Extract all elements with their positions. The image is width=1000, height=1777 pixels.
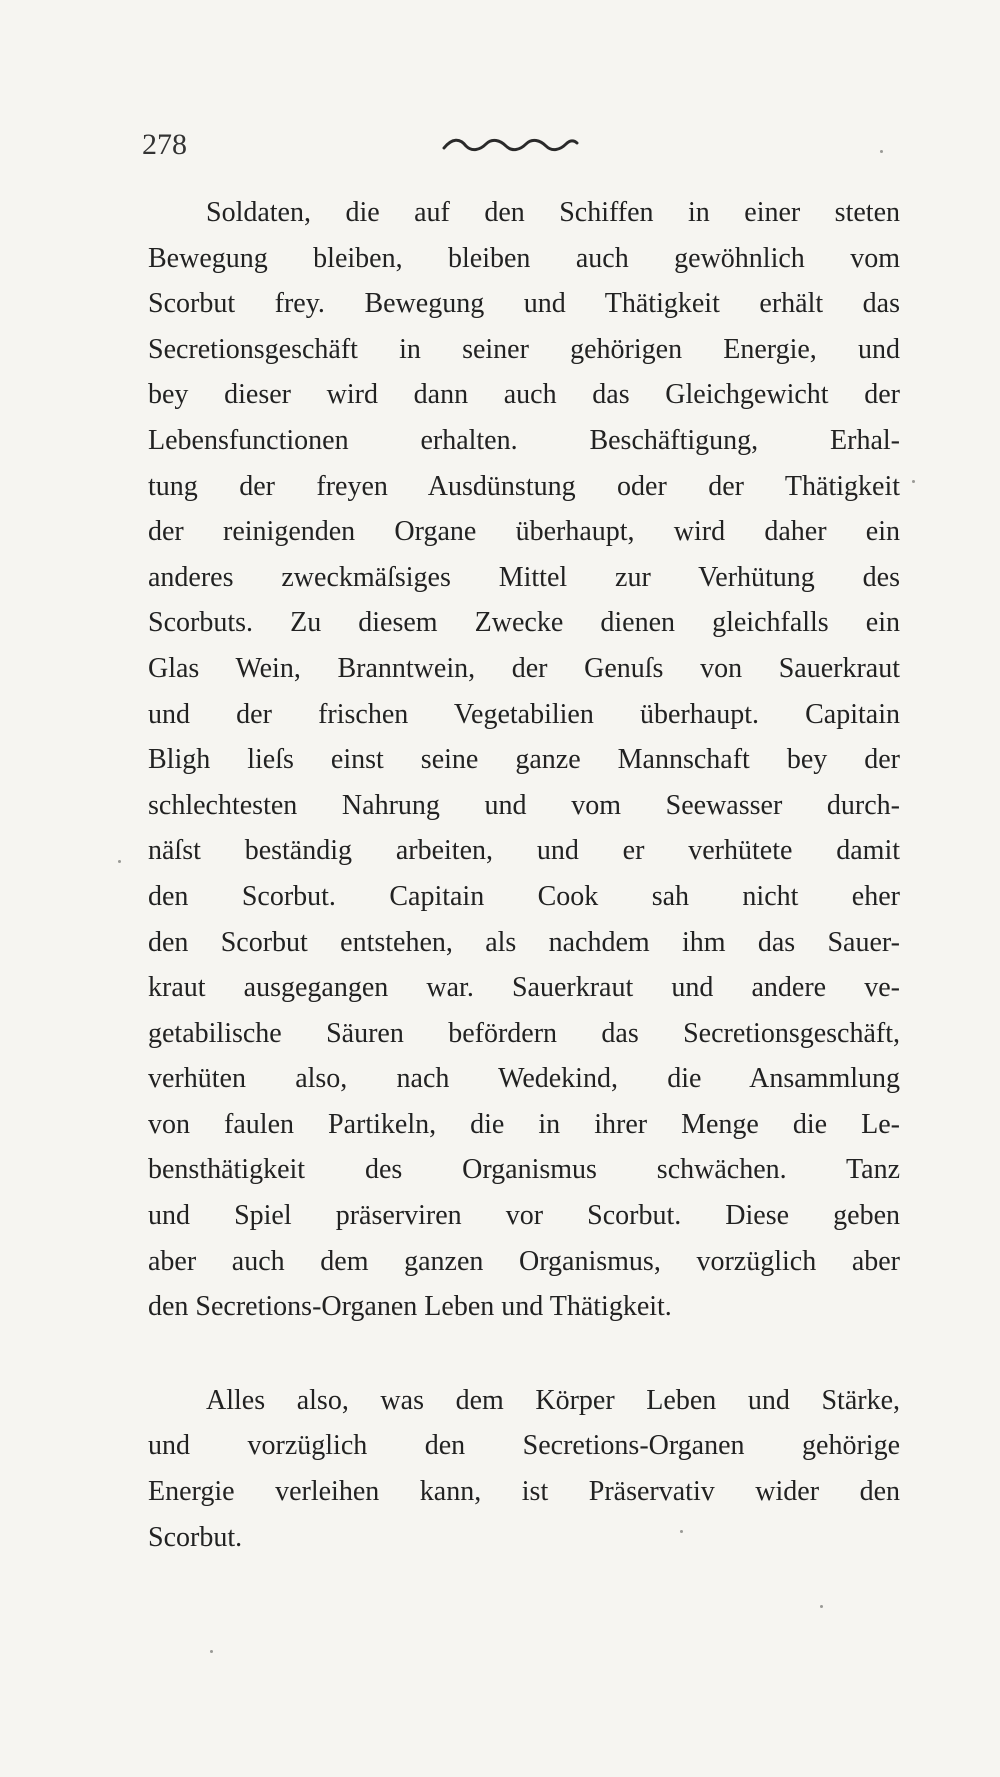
ornament-icon: [440, 136, 580, 154]
text-line: anderes zweckmäſsiges Mittel zur Verhütung des: [148, 561, 900, 593]
text-line: der reinigenden Organe überhaupt, wird daher ein: [148, 516, 900, 548]
text-line: Soldaten, die auf den Schiffen in einer steten: [206, 197, 900, 228]
page-number: 278: [142, 128, 187, 161]
text-line: und der frischen Vegetabilien überhaupt. Capitain: [148, 698, 900, 730]
text-line: schlechtesten Nahrung und vom Seewasser durch-: [148, 789, 900, 821]
text-line: näſst beständig arbeiten, und er verhütete damit: [148, 835, 900, 867]
paper-speck: [118, 860, 121, 863]
text-line: Scorbut.: [148, 1521, 243, 1553]
text-line: Alles also, was dem Körper Leben und Stärke,: [206, 1384, 900, 1416]
text-line: Lebensfunctionen erhalten. Beschäftigung, Erhal-: [148, 424, 900, 456]
text-line: aber auch dem ganzen Organismus, vorzüglich aber: [148, 1245, 900, 1277]
text-line: bey dieser wird dann auch das Gleichgewicht der: [148, 379, 900, 411]
text-line: den Secretions-Organen Leben und Thätigkeit.: [148, 1291, 672, 1323]
text-line: tung der freyen Ausdünstung oder der Thätigkeit: [148, 470, 900, 502]
paper-speck: [210, 1650, 213, 1653]
text-line: Bewegung bleiben, bleiben auch gewöhnlich vom: [148, 242, 900, 274]
paper-speck: [880, 150, 883, 153]
text-line: den Scorbut. Capitain Cook sah nicht eher: [148, 880, 900, 912]
paper-speck: [680, 1530, 683, 1533]
header-ornament: [440, 136, 580, 154]
text-line: Bligh lieſs einst seine ganze Mannschaft bey der: [148, 744, 900, 776]
body-text: [148, 190, 900, 1560]
text-line: verhüten also, nach Wedekind, die Ansammlung: [148, 1063, 900, 1095]
paper-speck: [820, 1605, 823, 1608]
text-line: Secretionsgeschäft in seiner gehörigen Energie, und: [148, 333, 900, 365]
text-line: und vorzüglich den Secretions-Organen gehörige: [148, 1430, 900, 1462]
text-line: kraut ausgegangen war. Sauerkraut und andere ve-: [148, 972, 900, 1004]
text-line: Glas Wein, Branntwein, der Genuſs von Sauerkraut: [148, 652, 900, 684]
text-line: Energie verleihen kann, ist Präservativ wider den: [148, 1476, 900, 1508]
text-line: bensthätigkeit des Organismus schwächen. Tanz: [148, 1154, 900, 1186]
paper-speck: [912, 480, 915, 483]
text-line: Scorbut frey. Bewegung und Thätigkeit erhält das: [148, 288, 900, 320]
text-line: den Scorbut entstehen, als nachdem ihm das Sauer-: [148, 926, 900, 958]
paragraph-1: [148, 190, 900, 1330]
text-line: Scorbuts. Zu diesem Zwecke dienen gleichfalls ein: [148, 607, 900, 639]
text-line: getabilische Säuren befördern das Secretionsgeschäft,: [148, 1017, 900, 1049]
paragraph-2: [148, 1378, 900, 1560]
text-line: von faulen Partikeln, die in ihrer Menge die Le-: [148, 1108, 900, 1140]
text-line: und Spiel präserviren vor Scorbut. Diese geben: [148, 1200, 900, 1232]
paragraph-gap: [148, 1330, 900, 1378]
